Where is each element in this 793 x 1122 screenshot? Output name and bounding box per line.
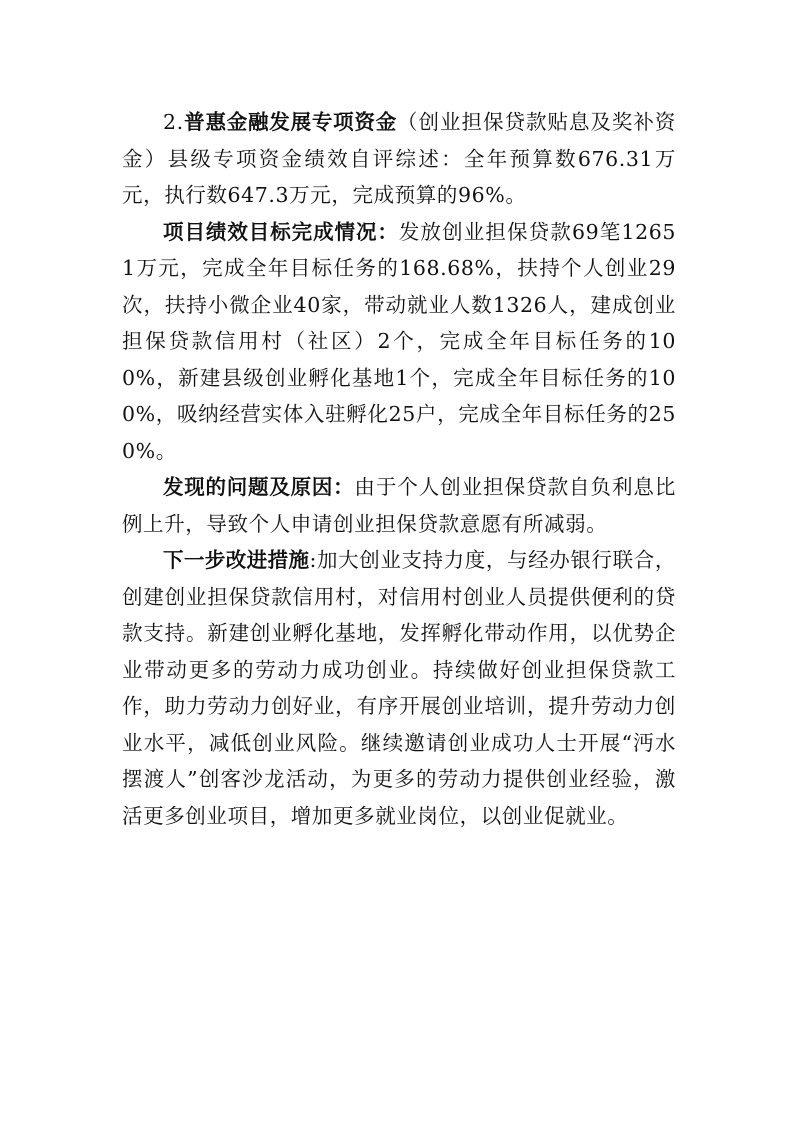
paragraph-heading: 下一步改进措施 [163, 548, 310, 572]
paragraph-text: :加大创业支持力度，与经办银行联合，创建创业担保贷款信用村，对信用村创业人员提供便利的贷款支持。新建创业孵化基地，发挥孵化带动作用，以优势企业带动更多的劳动力成功创业。持续做好创业担保贷款工作，助力劳动力创好业，有序开展创业培训，提升劳动力创业水平，减低创业风险。继续邀请创业成功人士开展“沔水摆渡人”创客沙龙活动，为更多的劳动力提供创业经验，激活更多创业项目，增加更多就业岗位，以创业促就业。 [122, 548, 676, 828]
paragraph-heading: 发现的问题及原因： [163, 475, 355, 499]
document-body [122, 104, 676, 834]
paragraph-improvement-measures [122, 542, 676, 834]
paragraph-heading: 项目绩效目标完成情况： [163, 219, 399, 244]
paragraph-problems [122, 469, 676, 542]
paragraph-special-fund [122, 104, 676, 214]
paragraph-heading: 普惠金融发展专项资金 [183, 110, 398, 134]
paragraph-text: 由于个人创业担保贷款自负利息比例上升，导致个人申请创业担保贷款意愿有所减弱。 [122, 475, 676, 536]
paragraph-number: 2. [163, 110, 184, 134]
paragraph-text: 发放创业担保贷款69笔12651万元，完成全年目标任务的168.68%，扶持个人创业29次，扶持小微企业40家，带动就业人数1326人，建成创业担保贷款信用村（社区）2个，完成全年目标任务的100%，新建县级创业孵化基地1个，完成全年目标任务的100%，吸纳经营实体入驻孵化25户，完成全年目标任务的250%。 [122, 219, 676, 463]
paragraph-performance-goals [122, 214, 676, 470]
paragraph-text: （创业担保贷款贴息及奖补资金）县级专项资金绩效自评综述：全年预算数676.31万元，执行数647.3万元，完成预算的96%。 [122, 110, 677, 207]
